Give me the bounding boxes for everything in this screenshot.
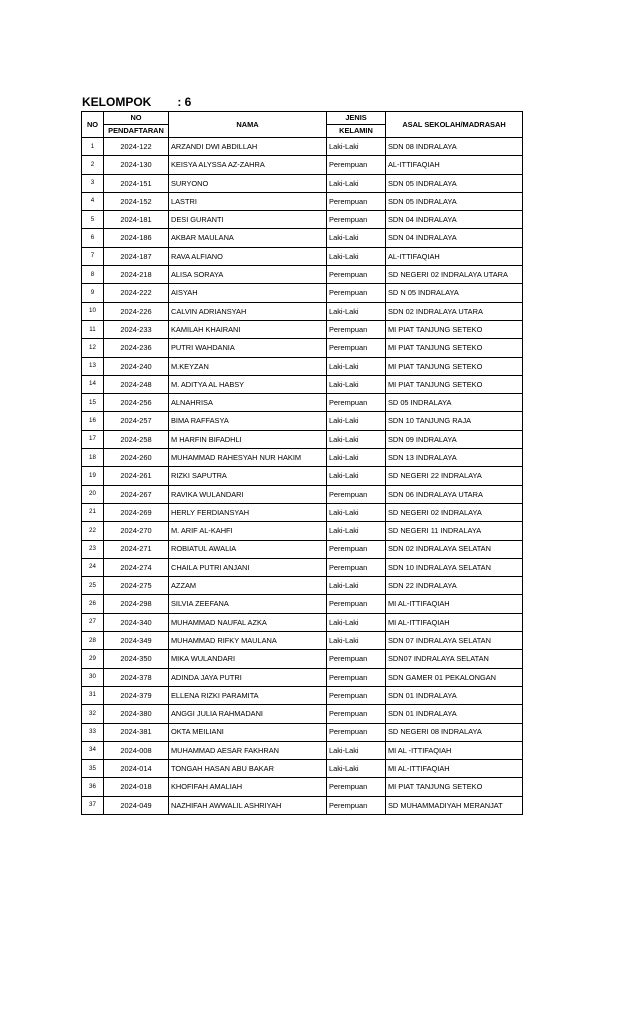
student-name-cell: MUHAMMAD NAUFAL AZKA	[169, 613, 327, 631]
row-number-cell: 11	[82, 320, 104, 338]
gender-cell: Laki-Laki	[327, 430, 386, 448]
row-number-cell: 24	[82, 558, 104, 576]
student-name-cell: M. ADITYA AL HABSY	[169, 375, 327, 393]
row-number-cell: 9	[82, 284, 104, 302]
student-name-cell: ADINDA JAYA PUTRI	[169, 668, 327, 686]
table-row	[82, 449, 523, 467]
gender-cell: Laki-Laki	[327, 741, 386, 759]
school-name-cell: SD NEGERI 02 INDRALAYA	[386, 503, 523, 521]
registration-number-cell: 2024-267	[104, 485, 169, 503]
gender-cell: Laki-Laki	[327, 467, 386, 485]
gender-cell: Laki-Laki	[327, 613, 386, 631]
table-row	[82, 430, 523, 448]
row-number-cell: 5	[82, 211, 104, 229]
table-row	[82, 192, 523, 210]
row-number-cell: 17	[82, 430, 104, 448]
gender-cell: Laki-Laki	[327, 577, 386, 595]
student-name-cell: LASTRI	[169, 192, 327, 210]
school-name-cell: SD NEGERI 11 INDRALAYA	[386, 522, 523, 540]
table-row	[82, 668, 523, 686]
table-row	[82, 247, 523, 265]
school-name-cell: SD NEGERI 22 INDRALAYA	[386, 467, 523, 485]
registration-number-cell: 2024-381	[104, 723, 169, 741]
student-name-cell: M. ARIF AL-KAHFI	[169, 522, 327, 540]
gender-cell: Laki-Laki	[327, 760, 386, 778]
gender-cell: Perempuan	[327, 394, 386, 412]
student-name-cell: MUHAMMAD RIFKY MAULANA	[169, 632, 327, 650]
school-name-cell: SDN 07 INDRALAYA SELATAN	[386, 632, 523, 650]
row-number-cell: 10	[82, 302, 104, 320]
header-gender-bottom: KELAMIN	[327, 125, 386, 138]
header-registration-bottom: PENDAFTARAN	[104, 125, 169, 138]
table-row	[82, 394, 523, 412]
gender-cell: Laki-Laki	[327, 357, 386, 375]
school-name-cell: MI AL-ITTIFAQIAH	[386, 613, 523, 631]
registration-number-cell: 2024-187	[104, 247, 169, 265]
group-title	[82, 95, 191, 109]
table-row	[82, 485, 523, 503]
row-number-cell: 1	[82, 138, 104, 156]
registration-number-cell: 2024-014	[104, 760, 169, 778]
student-name-cell: SILVIA ZEEFANA	[169, 595, 327, 613]
school-name-cell: SD NEGERI 02 INDRALAYA UTARA	[386, 266, 523, 284]
table-body	[82, 138, 523, 815]
school-name-cell: SDN 01 INDRALAYA	[386, 705, 523, 723]
student-name-cell: AISYAH	[169, 284, 327, 302]
school-name-cell: SDN 22 INDRALAYA	[386, 577, 523, 595]
header-gender-top: JENIS	[327, 112, 386, 125]
table-row	[82, 339, 523, 357]
student-name-cell: ANGGI JULIA RAHMADANI	[169, 705, 327, 723]
header-school: ASAL SEKOLAH/MADRASAH	[386, 112, 523, 138]
table-row	[82, 211, 523, 229]
student-name-cell: AZZAM	[169, 577, 327, 595]
header-name: NAMA	[169, 112, 327, 138]
table-row	[82, 760, 523, 778]
student-name-cell: M.KEYZAN	[169, 357, 327, 375]
registration-number-cell: 2024-226	[104, 302, 169, 320]
registration-number-cell: 2024-379	[104, 686, 169, 704]
student-name-cell: OKTA MEILIANI	[169, 723, 327, 741]
registration-number-cell: 2024-240	[104, 357, 169, 375]
student-name-cell: NAZHIFAH AWWALIL ASHRIYAH	[169, 796, 327, 814]
gender-cell: Laki-Laki	[327, 412, 386, 430]
row-number-cell: 34	[82, 741, 104, 759]
school-name-cell: SDN 09 INDRALAYA	[386, 430, 523, 448]
gender-cell: Perempuan	[327, 723, 386, 741]
row-number-cell: 20	[82, 485, 104, 503]
table-row	[82, 796, 523, 814]
registration-number-cell: 2024-181	[104, 211, 169, 229]
student-name-cell: RAVIKA WULANDARI	[169, 485, 327, 503]
registration-number-cell: 2024-122	[104, 138, 169, 156]
registration-number-cell: 2024-236	[104, 339, 169, 357]
table-row	[82, 302, 523, 320]
school-name-cell: SDN 02 INDRALAYA SELATAN	[386, 540, 523, 558]
gender-cell: Laki-Laki	[327, 375, 386, 393]
student-name-cell: ALISA SORAYA	[169, 266, 327, 284]
table-row	[82, 357, 523, 375]
school-name-cell: MI PIAT TANJUNG SETEKO	[386, 357, 523, 375]
table-row	[82, 174, 523, 192]
school-name-cell: SDN 04 INDRALAYA	[386, 229, 523, 247]
school-name-cell: SDN 05 INDRALAYA	[386, 174, 523, 192]
student-name-cell: ELLENA RIZKI PARAMITA	[169, 686, 327, 704]
gender-cell: Laki-Laki	[327, 229, 386, 247]
gender-cell: Perempuan	[327, 284, 386, 302]
row-number-cell: 28	[82, 632, 104, 650]
registration-number-cell: 2024-378	[104, 668, 169, 686]
registration-number-cell: 2024-152	[104, 192, 169, 210]
registration-number-cell: 2024-275	[104, 577, 169, 595]
table-row	[82, 540, 523, 558]
student-name-cell: MUHAMMAD AESAR FAKHRAN	[169, 741, 327, 759]
school-name-cell: MI PIAT TANJUNG SETEKO	[386, 375, 523, 393]
row-number-cell: 4	[82, 192, 104, 210]
group-value: : 6	[177, 95, 192, 109]
registration-number-cell: 2024-350	[104, 650, 169, 668]
student-name-cell: PUTRI WAHDANIA	[169, 339, 327, 357]
row-number-cell: 15	[82, 394, 104, 412]
school-name-cell: MI AL-ITTIFAQIAH	[386, 595, 523, 613]
table-row	[82, 613, 523, 631]
table-row	[82, 412, 523, 430]
header-registration-top: NO	[104, 112, 169, 125]
registration-number-cell: 2024-270	[104, 522, 169, 540]
table-row	[82, 229, 523, 247]
table-row	[82, 266, 523, 284]
student-name-cell: TONGAH HASAN ABU BAKAR	[169, 760, 327, 778]
gender-cell: Laki-Laki	[327, 302, 386, 320]
registration-number-cell: 2024-349	[104, 632, 169, 650]
student-name-cell: MUHAMMAD RAHESYAH NUR HAKIM	[169, 449, 327, 467]
table-row	[82, 705, 523, 723]
row-number-cell: 36	[82, 778, 104, 796]
row-number-cell: 7	[82, 247, 104, 265]
gender-cell: Laki-Laki	[327, 449, 386, 467]
student-name-cell: ALNAHRISA	[169, 394, 327, 412]
registration-number-cell: 2024-269	[104, 503, 169, 521]
table-row	[82, 741, 523, 759]
student-name-cell: KAMILAH KHAIRANI	[169, 320, 327, 338]
school-name-cell: SDN GAMER 01 PEKALONGAN	[386, 668, 523, 686]
table-row	[82, 595, 523, 613]
school-name-cell: AL-ITTIFAQIAH	[386, 156, 523, 174]
row-number-cell: 19	[82, 467, 104, 485]
gender-cell: Laki-Laki	[327, 522, 386, 540]
table-row	[82, 320, 523, 338]
school-name-cell: SDN 02 INDRALAYA UTARA	[386, 302, 523, 320]
student-table	[81, 111, 523, 815]
row-number-cell: 14	[82, 375, 104, 393]
table-row	[82, 650, 523, 668]
registration-number-cell: 2024-049	[104, 796, 169, 814]
student-name-cell: DESI GURANTI	[169, 211, 327, 229]
registration-number-cell: 2024-186	[104, 229, 169, 247]
school-name-cell: MI PIAT TANJUNG SETEKO	[386, 778, 523, 796]
row-number-cell: 33	[82, 723, 104, 741]
row-number-cell: 3	[82, 174, 104, 192]
table-row	[82, 156, 523, 174]
school-name-cell: AL-ITTIFAQIAH	[386, 247, 523, 265]
gender-cell: Perempuan	[327, 485, 386, 503]
gender-cell: Laki-Laki	[327, 632, 386, 650]
gender-cell: Perempuan	[327, 211, 386, 229]
row-number-cell: 25	[82, 577, 104, 595]
table-row	[82, 138, 523, 156]
student-name-cell: HERLY FERDIANSYAH	[169, 503, 327, 521]
registration-number-cell: 2024-380	[104, 705, 169, 723]
row-number-cell: 2	[82, 156, 104, 174]
registration-number-cell: 2024-130	[104, 156, 169, 174]
student-name-cell: AKBAR MAULANA	[169, 229, 327, 247]
table-row	[82, 375, 523, 393]
school-name-cell: SD NEGERI 08 INDRALAYA	[386, 723, 523, 741]
row-number-cell: 23	[82, 540, 104, 558]
gender-cell: Perempuan	[327, 156, 386, 174]
student-name-cell: ARZANDI DWI ABDILLAH	[169, 138, 327, 156]
gender-cell: Perempuan	[327, 339, 386, 357]
header-row	[82, 112, 523, 125]
row-number-cell: 21	[82, 503, 104, 521]
row-number-cell: 37	[82, 796, 104, 814]
student-name-cell: M HARFIN BIFADHLI	[169, 430, 327, 448]
gender-cell: Perempuan	[327, 558, 386, 576]
registration-number-cell: 2024-260	[104, 449, 169, 467]
registration-number-cell: 2024-274	[104, 558, 169, 576]
gender-cell: Perempuan	[327, 778, 386, 796]
school-name-cell: MI AL -ITTIFAQIAH	[386, 741, 523, 759]
registration-number-cell: 2024-271	[104, 540, 169, 558]
registration-number-cell: 2024-018	[104, 778, 169, 796]
registration-number-cell: 2024-248	[104, 375, 169, 393]
student-name-cell: MIKA WULANDARI	[169, 650, 327, 668]
student-name-cell: KEISYA ALYSSA AZ-ZAHRA	[169, 156, 327, 174]
school-name-cell: SDN 05 INDRALAYA	[386, 192, 523, 210]
row-number-cell: 13	[82, 357, 104, 375]
school-name-cell: SD MUHAMMADIYAH MERANJAT	[386, 796, 523, 814]
gender-cell: Perempuan	[327, 192, 386, 210]
gender-cell: Perempuan	[327, 595, 386, 613]
gender-cell: Perempuan	[327, 540, 386, 558]
registration-number-cell: 2024-258	[104, 430, 169, 448]
student-name-cell: CALVIN ADRIANSYAH	[169, 302, 327, 320]
gender-cell: Perempuan	[327, 668, 386, 686]
gender-cell: Laki-Laki	[327, 503, 386, 521]
gender-cell: Laki-Laki	[327, 247, 386, 265]
row-number-cell: 16	[82, 412, 104, 430]
row-number-cell: 26	[82, 595, 104, 613]
school-name-cell: SDN 01 INDRALAYA	[386, 686, 523, 704]
registration-number-cell: 2024-256	[104, 394, 169, 412]
row-number-cell: 8	[82, 266, 104, 284]
gender-cell: Perempuan	[327, 686, 386, 704]
student-name-cell: SURYONO	[169, 174, 327, 192]
school-name-cell: SDN 10 TANJUNG RAJA	[386, 412, 523, 430]
student-name-cell: RAVA ALFIANO	[169, 247, 327, 265]
row-number-cell: 35	[82, 760, 104, 778]
table-row	[82, 503, 523, 521]
school-name-cell: SDN 10 INDRALAYA SELATAN	[386, 558, 523, 576]
school-name-cell: SDN07 INDRALAYA SELATAN	[386, 650, 523, 668]
registration-number-cell: 2024-151	[104, 174, 169, 192]
gender-cell: Perempuan	[327, 796, 386, 814]
row-number-cell: 31	[82, 686, 104, 704]
table-row	[82, 558, 523, 576]
student-name-cell: ROBIATUL AWALIA	[169, 540, 327, 558]
school-name-cell: SD 05 INDRALAYA	[386, 394, 523, 412]
registration-number-cell: 2024-261	[104, 467, 169, 485]
row-number-cell: 32	[82, 705, 104, 723]
student-name-cell: RIZKI SAPUTRA	[169, 467, 327, 485]
registration-number-cell: 2024-233	[104, 320, 169, 338]
row-number-cell: 29	[82, 650, 104, 668]
gender-cell: Laki-Laki	[327, 174, 386, 192]
group-label: KELOMPOK	[82, 95, 152, 109]
gender-cell: Perempuan	[327, 266, 386, 284]
school-name-cell: MI PIAT TANJUNG SETEKO	[386, 339, 523, 357]
gender-cell: Laki-Laki	[327, 138, 386, 156]
table-row	[82, 467, 523, 485]
table-row	[82, 522, 523, 540]
gender-cell: Perempuan	[327, 705, 386, 723]
table-row	[82, 686, 523, 704]
row-number-cell: 18	[82, 449, 104, 467]
registration-number-cell: 2024-340	[104, 613, 169, 631]
school-name-cell: SDN 04 INDRALAYA	[386, 211, 523, 229]
registration-number-cell: 2024-298	[104, 595, 169, 613]
table-row	[82, 723, 523, 741]
school-name-cell: MI PIAT TANJUNG SETEKO	[386, 320, 523, 338]
school-name-cell: SDN 06 INDRALAYA UTARA	[386, 485, 523, 503]
row-number-cell: 30	[82, 668, 104, 686]
school-name-cell: SD N 05 INDRALAYA	[386, 284, 523, 302]
school-name-cell: SDN 13 INDRALAYA	[386, 449, 523, 467]
registration-number-cell: 2024-257	[104, 412, 169, 430]
school-name-cell: MI AL-ITTIFAQIAH	[386, 760, 523, 778]
student-name-cell: KHOFIFAH AMALIAH	[169, 778, 327, 796]
row-number-cell: 27	[82, 613, 104, 631]
row-number-cell: 12	[82, 339, 104, 357]
school-name-cell: SDN 08 INDRALAYA	[386, 138, 523, 156]
table-row	[82, 778, 523, 796]
table-row	[82, 284, 523, 302]
header-no: NO	[82, 112, 104, 138]
registration-number-cell: 2024-218	[104, 266, 169, 284]
gender-cell: Perempuan	[327, 650, 386, 668]
registration-number-cell: 2024-222	[104, 284, 169, 302]
student-name-cell: CHAILA PUTRI ANJANI	[169, 558, 327, 576]
student-name-cell: BIMA RAFFASYA	[169, 412, 327, 430]
registration-number-cell: 2024-008	[104, 741, 169, 759]
row-number-cell: 22	[82, 522, 104, 540]
row-number-cell: 6	[82, 229, 104, 247]
table-row	[82, 577, 523, 595]
gender-cell: Perempuan	[327, 320, 386, 338]
table-row	[82, 632, 523, 650]
